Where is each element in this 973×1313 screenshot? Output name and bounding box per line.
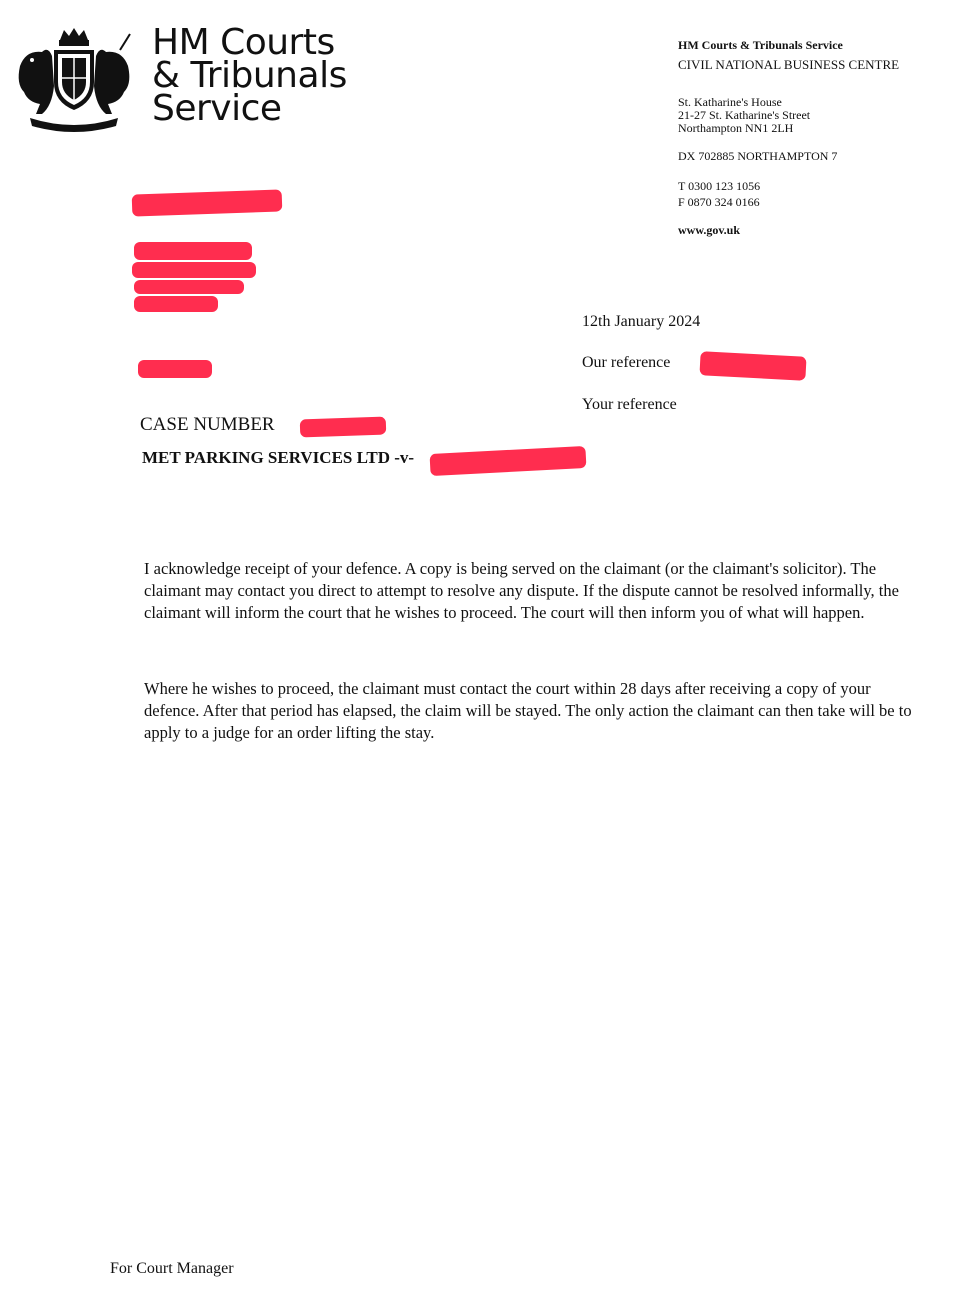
redaction-case-number (300, 417, 387, 438)
royal-crest-logo (12, 26, 136, 132)
redaction-postcode (138, 360, 212, 378)
redaction-address-line-4 (134, 296, 218, 312)
office-address-line-2: 21-27 St. Katharine's Street (678, 108, 811, 122)
office-name: HM Courts & Tribunals Service (678, 38, 843, 52)
signoff: For Court Manager (110, 1260, 234, 1277)
office-address-line-1: St. Katharine's House (678, 95, 782, 109)
office-phone: T 0300 123 1056 (678, 179, 761, 193)
office-dx: DX 702885 NORTHAMPTON 7 (678, 149, 838, 163)
office-website: www.gov.uk (678, 223, 741, 237)
paragraph-acknowledgement: I acknowledge receipt of your defence. A copy is being served on the claimant (or the claimant's solicitor). The claimant may contact you direct to attempt to resolve any dispute. If the dispute cannot be resolved informally, the claimant will inform the court that he wishes to proceed. The court will then inform you of what will happen. (144, 559, 899, 622)
office-header (678, 38, 968, 237)
redaction-address-line-2 (132, 262, 256, 278)
logo-wordmark (152, 22, 347, 129)
your-reference-label: Your reference (582, 396, 677, 413)
logo-line-2: & Tribunals (152, 55, 347, 96)
office-centre: CIVIL NATIONAL BUSINESS CENTRE (678, 57, 900, 72)
logo-line-1: HM Courts (152, 22, 335, 63)
office-address-line-3: Northampton NN1 2LH (678, 121, 794, 135)
case-parties: MET PARKING SERVICES LTD -v- (142, 448, 415, 467)
redaction-address-line-3 (134, 280, 244, 294)
redaction-defendant-name (430, 446, 587, 476)
redaction-our-reference (699, 351, 806, 381)
case-number-label: CASE NUMBER (140, 414, 275, 435)
redaction-recipient-name (132, 189, 283, 216)
our-reference-label: Our reference (582, 354, 671, 371)
office-fax: F 0870 324 0166 (678, 195, 760, 209)
logo-line-3: Service (152, 88, 282, 129)
redaction-address-line-1 (134, 242, 252, 260)
letter-date: 12th January 2024 (582, 313, 701, 330)
paragraph-proceeding: Where he wishes to proceed, the claimant must contact the court within 28 days after receiving a copy of your defence. After that period has elapsed, the claim will be stayed. The only action the claimant can then take will be to apply to a judge for an order lifting the stay. (144, 679, 912, 742)
